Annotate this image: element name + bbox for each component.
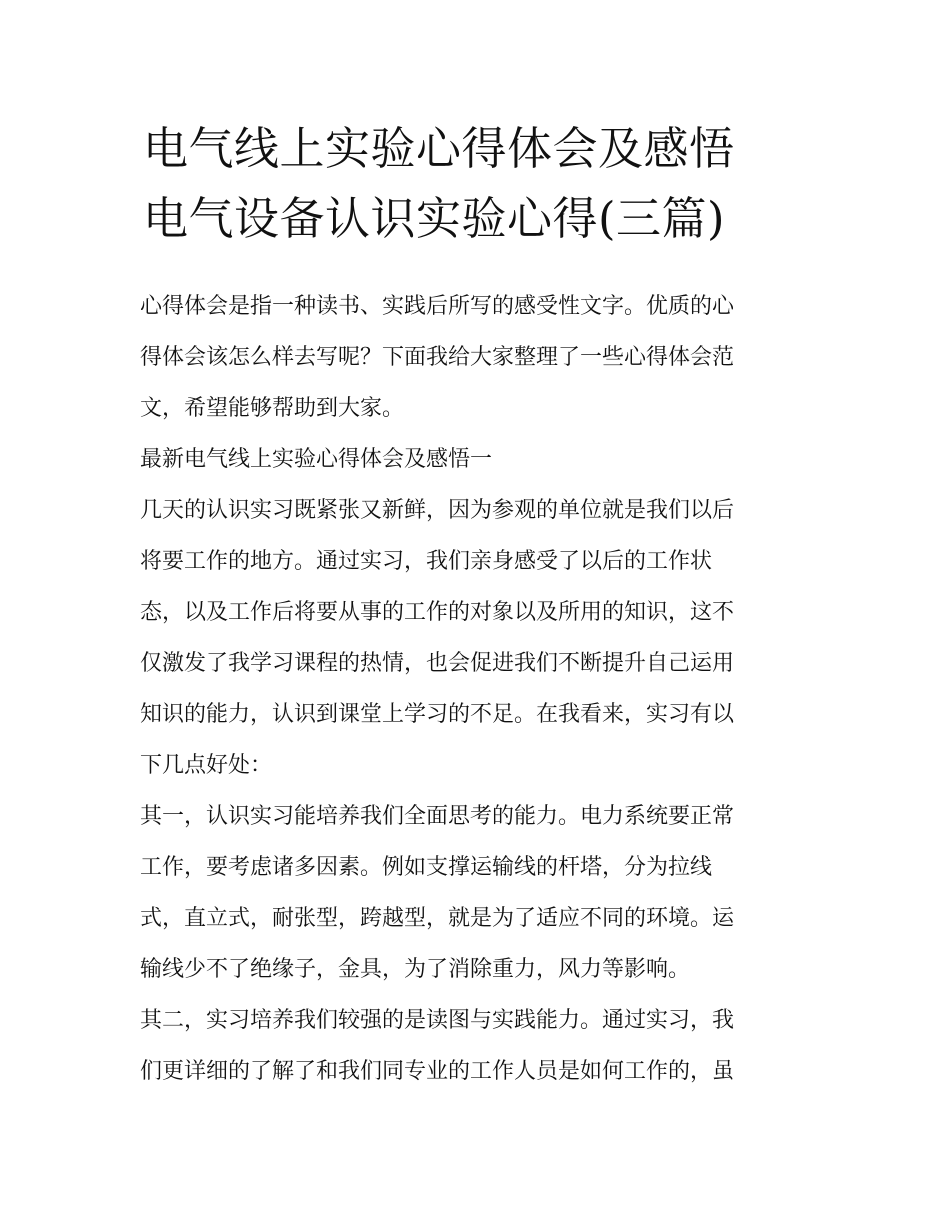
document-body <box>140 281 815 1097</box>
text-line: 几天的认识实习既紧张又新鲜，因为参观的单位就是我们以后 <box>140 498 735 523</box>
intro-paragraph <box>140 281 815 434</box>
text-line: 式，直立式，耐张型，跨越型，就是为了适应不同的环境。运 <box>140 906 735 931</box>
section-heading <box>140 434 815 485</box>
title-line-1: 电气线上实验心得体会及感悟 <box>143 122 735 175</box>
document-title <box>143 114 823 254</box>
text-line: 态，以及工作后将要从事的工作的对象以及所用的知识，这不 <box>140 600 735 625</box>
text-line: 工作，要考虑诸多因素。例如支撑运输线的杆塔，分为拉线 <box>140 855 713 880</box>
body-paragraph <box>140 995 815 1097</box>
text-line: 其二，实习培养我们较强的是读图与实践能力。通过实习，我 <box>140 1008 735 1033</box>
text-line: 知识的能力，认识到课堂上学习的不足。在我看来，实习有以 <box>140 702 735 727</box>
text-line: 输线少不了绝缘子，金具，为了消除重力，风力等影响。 <box>140 957 691 982</box>
text-line: 文，希望能够帮助到大家。 <box>140 396 405 421</box>
text-line: 心得体会是指一种读书、实践后所写的感受性文字。优质的心 <box>140 294 735 319</box>
title-line-2: 电气设备认识实验心得(三篇) <box>143 192 726 245</box>
text-line: 得体会该怎么样去写呢？下面我给大家整理了一些心得体会范 <box>140 345 735 370</box>
text-line: 下几点好处： <box>140 753 273 778</box>
body-paragraph <box>140 791 815 995</box>
text-line: 其一，认识实习能培养我们全面思考的能力。电力系统要正常 <box>140 804 735 829</box>
text-line: 将要工作的地方。通过实习，我们亲身感受了以后的工作状 <box>140 549 713 574</box>
body-paragraph <box>140 485 815 791</box>
text-line: 们更详细的了解了和我们同专业的工作人员是如何工作的，虽 <box>140 1059 735 1084</box>
text-line: 仅激发了我学习课程的热情，也会促进我们不断提升自己运用 <box>140 651 735 676</box>
text-line: 最新电气线上实验心得体会及感悟一 <box>140 447 493 472</box>
